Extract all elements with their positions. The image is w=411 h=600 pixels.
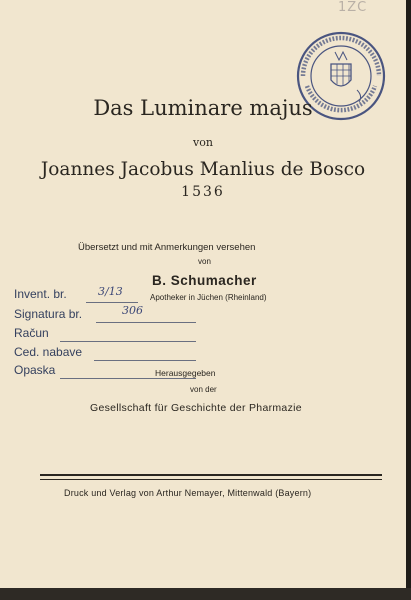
racun-label: Račun <box>14 326 49 340</box>
society-name: Gesellschaft für Geschichte der Pharmazie <box>90 402 302 414</box>
translator-affiliation: Apotheker in Jüchen (Rheinland) <box>150 293 267 302</box>
by-label-3: von der <box>190 385 217 394</box>
invent-value: 3/13 <box>98 285 123 298</box>
invent-line <box>86 302 138 303</box>
by-label-2: von <box>198 257 211 266</box>
ced-nabave-line <box>94 360 196 361</box>
signatura-value: 306 <box>122 304 143 317</box>
page-edge-shadow <box>406 0 411 600</box>
by-label: von <box>193 136 213 149</box>
translated-note: Übersetzt und mit Anmerkungen versehen <box>78 242 256 253</box>
published-by-label: Herausgegeben <box>155 368 216 378</box>
publication-year: 1536 <box>181 184 225 200</box>
opaska-line <box>60 378 196 379</box>
invent-label: Invent. br. <box>14 287 67 301</box>
double-rule-bottom <box>40 479 382 480</box>
book-title: Das Luminare majus <box>93 96 313 120</box>
signatura-label: Signatura br. <box>14 307 83 321</box>
racun-line <box>60 341 196 342</box>
author-name: Joannes Jacobus Manlius de Bosco <box>40 159 366 180</box>
pencil-shelf-mark: 1ZC <box>338 0 368 15</box>
opaska-label: Opaska <box>14 363 56 377</box>
publisher-imprint: Druck und Verlag von Arthur Nemayer, Mittenwald (Bayern) <box>64 488 312 498</box>
ced-nabave-label: Ced. nabave <box>14 345 83 359</box>
double-rule-top <box>40 474 382 476</box>
translator-name: B. Schumacher <box>152 273 257 288</box>
signatura-line <box>96 322 196 323</box>
scan-bottom-edge <box>0 588 411 600</box>
